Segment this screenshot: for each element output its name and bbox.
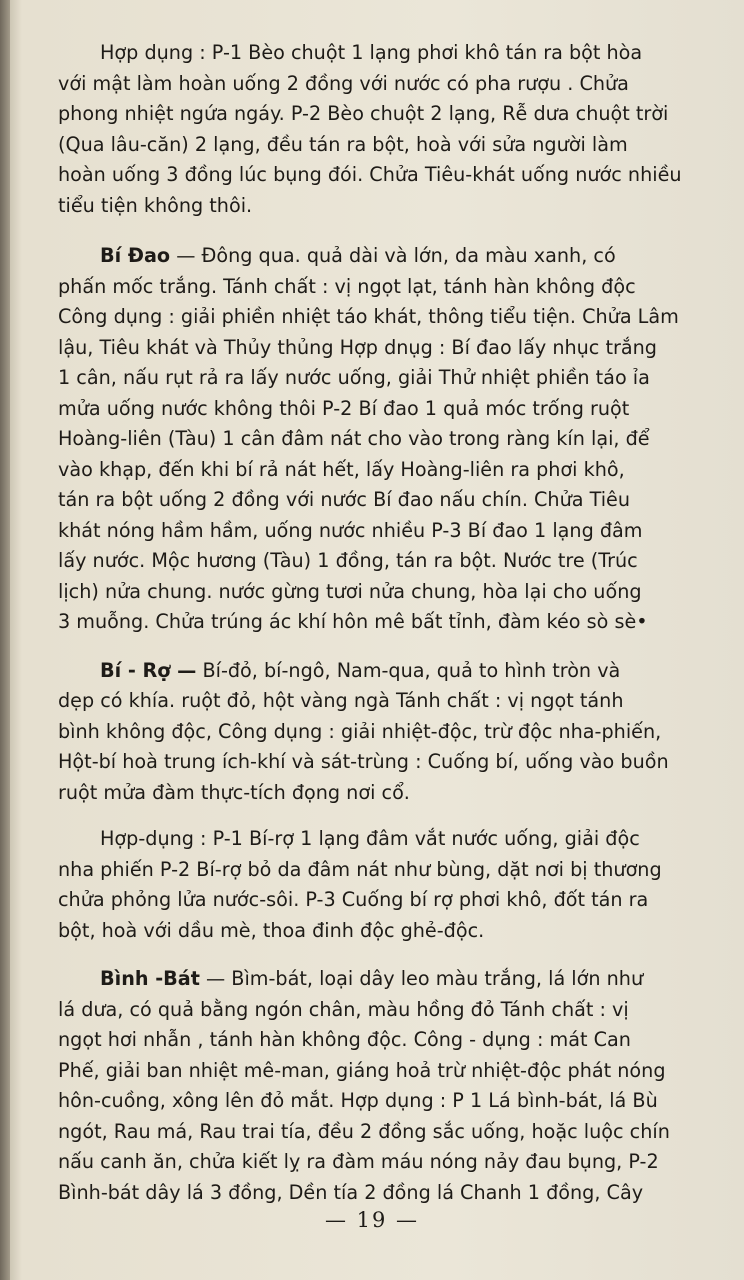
- text-line: [58, 995, 708, 1026]
- entry-heading: Bí Đao: [100, 244, 171, 267]
- line-text: tiểu tiện không thôi.: [58, 193, 253, 217]
- paragraph-gap: [58, 221, 708, 241]
- text-line: [58, 363, 708, 394]
- paragraph-gap: [58, 946, 708, 964]
- text-line: [58, 272, 708, 303]
- line-text: bình không độc, Công dụng : giải nhiệt-độc, trừ độc nha-phiến,: [58, 719, 662, 743]
- line-text: Bình-bát dây lá 3 đồng, Dền tía 2 đồng lá Chanh 1 đồng, Cây: [58, 1180, 644, 1204]
- line-text: lậu, Tiêu khát và Thủy thủng Hợp dnụg : Bí đao lấy nhục trắng: [58, 335, 657, 359]
- line-text: lấy nước. Mộc hương (Tàu) 1 đồng, tán ra bột. Nước tre (Trúc: [58, 549, 638, 572]
- text-line: [58, 333, 708, 364]
- text-line: [58, 964, 708, 995]
- text-line: [58, 885, 708, 916]
- text-line: [58, 38, 708, 69]
- page-text-block: [58, 38, 708, 1208]
- text-line: [58, 394, 708, 425]
- text-line: [58, 130, 708, 161]
- entry-heading: Bí - Rợ —: [100, 658, 197, 682]
- line-text: (Qua lâu-căn) 2 lạng, đều tán ra bột, hoà với sửa người làm: [58, 132, 628, 156]
- paragraph: [58, 38, 708, 221]
- text-line: [58, 656, 708, 687]
- page-number: — 19 —: [324, 1208, 420, 1232]
- line-text: nha phiến P-2 Bí-rợ bỏ da đâm nát như bùng, dặt nơi bị thương: [58, 857, 662, 881]
- line-text: phong nhiệt ngứa ngáy. P-2 Bèo chuột 2 lạng, Rễ dưa chuột trời: [58, 102, 669, 125]
- line-text: hôn-cuồng, xông lên đỏ mắt. Hợp dụng : P 1 Lá bình-bát, lá Bù: [58, 1089, 658, 1112]
- text-line: [58, 160, 708, 191]
- text-line: [58, 824, 708, 855]
- text-line: [58, 546, 708, 577]
- text-line: [58, 747, 708, 778]
- text-line: [58, 99, 708, 130]
- line-text: Hoàng-liên (Tàu) 1 cân đâm nát cho vào trong ràng kín lại, để: [58, 427, 650, 450]
- text-line: [58, 607, 708, 638]
- text-line: [58, 778, 708, 809]
- book-spine-shadow: [0, 0, 10, 1280]
- paragraph: [58, 656, 708, 809]
- text-line: [58, 1086, 708, 1117]
- line-text: Hợp-dụng : P-1 Bí-rợ 1 lạng đâm vắt nước uống, giải độc: [100, 827, 640, 850]
- line-text: Phế, giải ban nhiệt mê-man, giáng hoả trừ nhiệt-độc phát nóng: [58, 1058, 666, 1082]
- text-line: [58, 241, 708, 272]
- paragraph-gap: [58, 638, 708, 656]
- text-line: [58, 191, 708, 222]
- line-text: Hợp dụng : P-1 Bèo chuột 1 lạng phơi khô tán ra bột hòa: [100, 41, 643, 64]
- text-line: [58, 69, 708, 100]
- paragraph: [58, 241, 708, 638]
- paragraph-gap: [58, 808, 708, 824]
- line-text: mửa uống nước không thôi P-2 Bí đao 1 quả móc trống ruột: [58, 396, 630, 420]
- line-text: ruột mửa đàm thực-tích đọng nơi cổ.: [58, 780, 410, 804]
- text-line: [58, 577, 708, 608]
- line-text: chửa phỏng lửa nước-sôi. P-3 Cuống bí rợ phơi khô, đốt tán ra: [58, 888, 649, 911]
- line-text: hoàn uống 3 đồng lúc bụng đói. Chửa Tiêu-khát uống nước nhiều: [58, 163, 682, 186]
- paragraph: [58, 824, 708, 946]
- line-text: Hột-bí hoà trung ích-khí và sát-trùng : Cuống bí, uống vào buồn: [58, 750, 669, 773]
- text-line: [58, 855, 708, 886]
- text-line: [58, 485, 708, 516]
- line-text: Bí-đỏ, bí-ngô, Nam-qua, quả to hình tròn và: [196, 658, 621, 682]
- line-text: — Bìm-bát, loại dây leo màu trắng, lá lớn như: [199, 967, 644, 990]
- line-text: ngọt hơi nhẫn , tánh hàn không độc. Công - dụng : mát Can: [58, 1028, 631, 1051]
- text-line: [58, 1147, 708, 1178]
- line-text: khát nóng hầm hầm, uống nước nhiều P-3 Bí đao 1 lạng đâm: [58, 518, 643, 542]
- line-text: lá dưa, có quả bằng ngón chân, màu hồng đỏ Tánh chất : vị: [58, 997, 629, 1021]
- text-line: [58, 717, 708, 748]
- text-line: [58, 424, 708, 455]
- entry-heading: Bình -Bát: [100, 967, 200, 990]
- line-text: dẹp có khía. ruột đỏ, hột vàng ngà Tánh chất : vị ngọt tánh: [58, 689, 624, 712]
- line-text: Công dụng : giải phiền nhiệt táo khát, thông tiểu tiện. Chửa Lâm: [58, 305, 679, 328]
- line-text: phấn mốc trắng. Tánh chất : vị ngọt lạt, tánh hàn không độc: [58, 274, 636, 298]
- text-line: [58, 302, 708, 333]
- line-text: 1 cân, nấu rụt rả ra lấy nước uống, giải Thử nhiệt phiền táo ỉa: [58, 366, 650, 389]
- line-text: với mật làm hoàn uống 2 đồng với nước có pha rượu . Chửa: [58, 71, 629, 95]
- line-text: bột, hoà với dầu mè, thoa đinh độc ghẻ-độc.: [58, 918, 485, 942]
- line-text: nấu canh ăn, chửa kiết lỵ ra đàm máu nóng nảy đau bụng, P-2: [58, 1150, 659, 1173]
- text-line: [58, 1056, 708, 1087]
- text-line: [58, 516, 708, 547]
- line-text: lịch) nửa chung. nước gừng tươi nửa chung, hòa lại cho uống: [58, 579, 642, 603]
- line-text: vào khạp, đến khi bí rả nát hết, lấy Hoàng-liên ra phơi khô,: [58, 457, 625, 481]
- text-line: [58, 1178, 708, 1209]
- line-text: ngót, Rau má, Rau trai tía, đều 2 đồng sắc uống, hoặc luộc chín: [58, 1119, 670, 1143]
- text-line: [58, 1117, 708, 1148]
- text-line: [58, 1025, 708, 1056]
- text-line: [58, 455, 708, 486]
- text-line: [58, 686, 708, 717]
- line-text: — Đông qua. quả dài và lớn, da màu xanh, có: [170, 244, 616, 267]
- text-line: [58, 916, 708, 947]
- paragraph: [58, 964, 708, 1208]
- line-text: tán ra bột uống 2 đồng với nước Bí đao nấu chín. Chửa Tiêu: [58, 488, 631, 511]
- line-text: 3 muỗng. Chửa trúng ác khí hôn mê bất tỉnh, đàm kéo sò sè•: [58, 610, 648, 633]
